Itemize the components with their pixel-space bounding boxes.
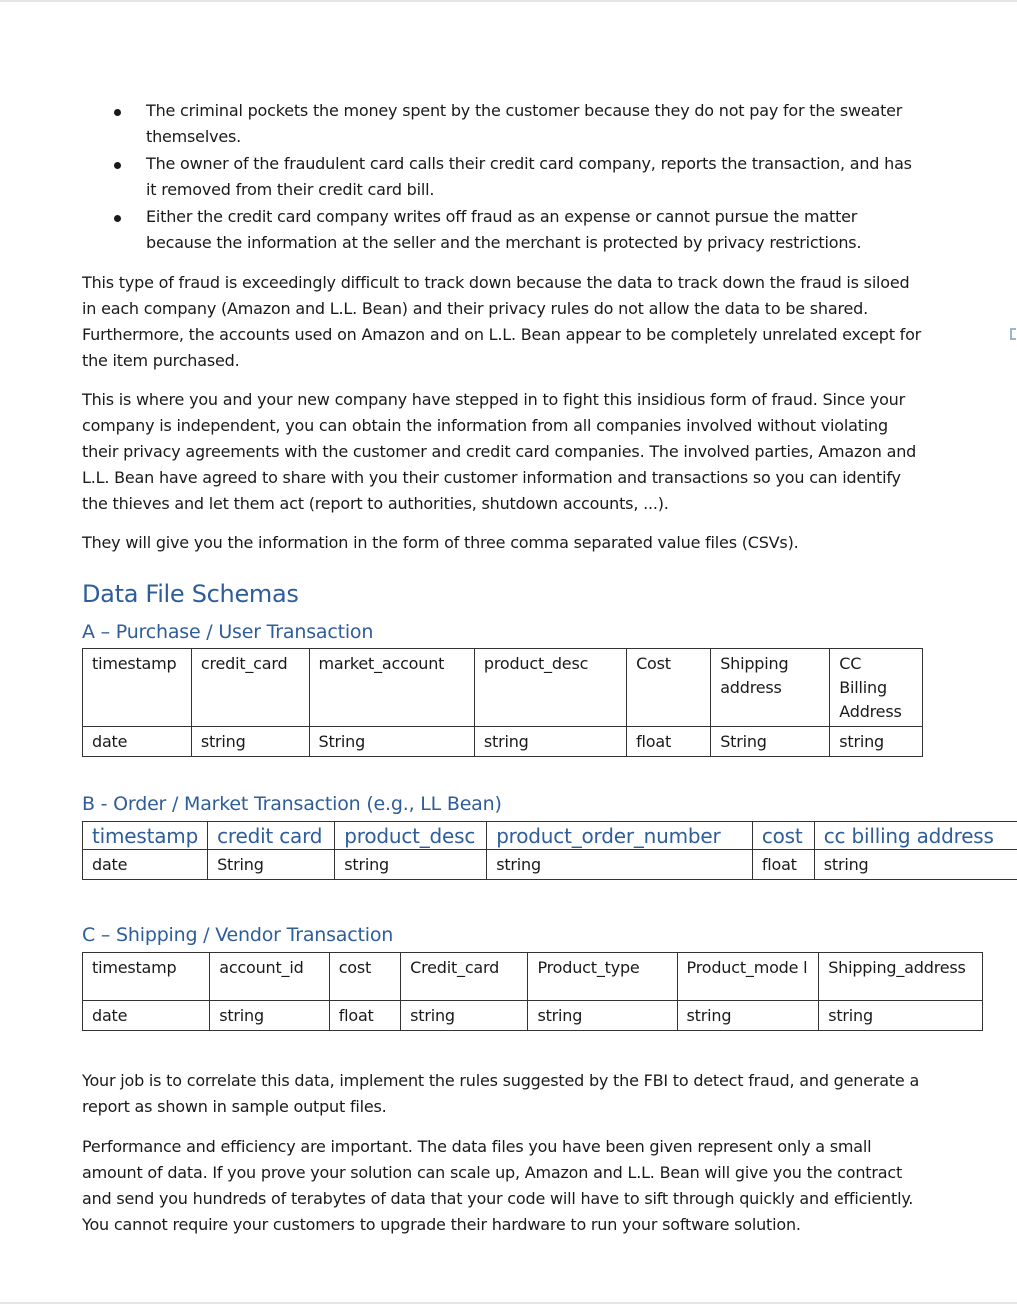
table-cell: Credit_card [401,953,528,1001]
table-cell: date [83,1001,210,1031]
table-cell: timestamp [83,953,210,1001]
table-cell: Product_type [528,953,677,1001]
table-c-heading: C – Shipping / Vendor Transaction [82,924,394,946]
table-cell: string [487,850,753,880]
bullet-item [0,98,926,150]
paragraph-fraud-difficulty: This type of fraud is exceedingly difficult to track down because the data to track down the fraud is siloed in each company (Amazon and L.L. Bean) and their privacy rules do not allow the data to be shared. Furthermore, the accounts used on Amazon and on L.L. Bean appear to be completely unrelated except for the item purchased. [82,273,922,370]
bullet-dot [114,109,121,116]
margin-bracket-mark [1010,328,1016,340]
table-cell: cost [752,822,814,850]
table-cell: Cost [627,649,711,727]
table-cell: string [830,727,923,757]
paragraph-company-role: This is where you and your new company have stepped in to fight this insidious form of fraud. Since your company is independent, you can obtain the information from all companies involved without violating their privacy agreements with the customer and credit card companies. The involved parties, Amazon and L.L. Bean have agreed to share with you their customer information and transactions so you can identify the thieves and let them act (report to authorities, shutdown accounts, ...). [82,390,917,513]
table-row [83,1001,983,1031]
bullet-text: The criminal pockets the money spent by the customer because they do not pay for the sweater themselves. [146,101,903,146]
bullet-list [0,98,926,257]
bullet-text: The owner of the fraudulent card calls their credit card company, reports the transaction, and has it removed from their credit card bill. [146,154,912,199]
bullet-dot [114,215,121,222]
table-cell: product_desc [335,822,487,850]
table-cell: string [335,850,487,880]
table-cell: credit_card [191,649,309,727]
table-row [83,953,983,1001]
table-a-heading: A – Purchase / User Transaction [82,621,374,643]
page-top-border [0,0,1017,2]
table-cell: account_id [210,953,329,1001]
bullet-text: Either the credit card company writes off fraud as an expense or cannot pursue the matter because the information at the seller and the merchant is protected by privacy restrictions. [146,207,862,252]
table-cell: cost [329,953,400,1001]
table-c [82,952,983,1031]
section-heading: Data File Schemas [82,580,299,608]
table-cell: float [627,727,711,757]
table-cell: string [819,1001,983,1031]
table-cell: string [814,850,1017,880]
table-cell: date [83,727,192,757]
bullet-dot [114,162,121,169]
table-a [82,648,923,757]
paragraph-performance: Performance and efficiency are important. The data files you have been given represent only a small amount of data. If you prove your solution can scale up, Amazon and L.L. Bean will give you the contract and send you hundreds of terabytes of data that your code will have to sift through quickly and efficiently. You cannot require your customers to upgrade their hardware to run your software solution. [82,1137,914,1234]
table-cell: product_desc [474,649,626,727]
bullet-item [0,204,926,256]
bullet-item [0,151,926,203]
table-cell: string [191,727,309,757]
table-cell: Product_mode l [677,953,819,1001]
table-b-heading: B - Order / Market Transaction (e.g., LL Bean) [82,793,502,815]
table-cell: timestamp [83,822,208,850]
table-cell: CC Billing Address [830,649,923,727]
table-cell: cc billing address [814,822,1017,850]
table-row [83,850,1017,880]
table-cell: String [208,850,335,880]
table-cell: string [401,1001,528,1031]
table-cell: string [677,1001,819,1031]
table-cell: date [83,850,208,880]
table-cell: market_account [309,649,474,727]
table-cell: Shipping address [711,649,830,727]
page-bottom-border [0,1302,1017,1304]
table-cell: product_order_number [487,822,753,850]
table-cell: timestamp [83,649,192,727]
table-cell: String [711,727,830,757]
table-row [83,649,923,727]
table-cell: String [309,727,474,757]
table-cell: string [474,727,626,757]
table-cell: float [329,1001,400,1031]
table-cell: credit card [208,822,335,850]
table-cell: Shipping_address [819,953,983,1001]
table-b [82,821,1017,880]
paragraph-job: Your job is to correlate this data, implement the rules suggested by the FBI to detect fraud, and generate a report as shown in sample output files. [82,1071,920,1116]
paragraph-csv-files: They will give you the information in the form of three comma separated value files (CSVs). [82,533,799,552]
table-cell: float [752,850,814,880]
table-row [83,822,1017,850]
table-row [83,727,923,757]
table-cell: string [528,1001,677,1031]
table-cell: string [210,1001,329,1031]
